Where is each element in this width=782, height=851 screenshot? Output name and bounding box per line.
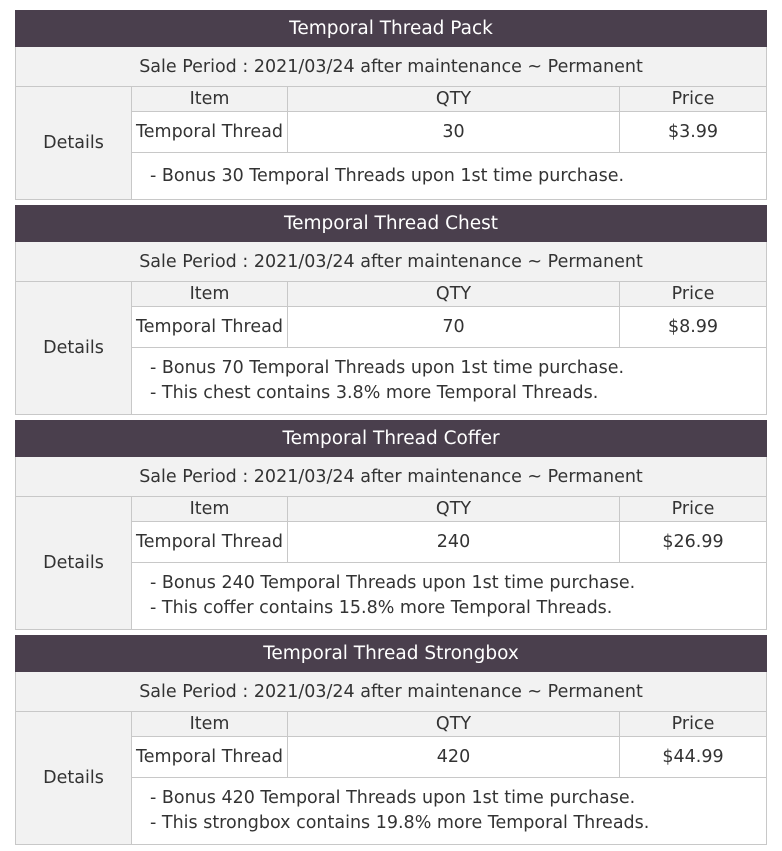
pack-notes	[132, 153, 767, 200]
item-header: Item	[132, 87, 288, 112]
pack-notes	[132, 563, 767, 630]
pack-notes	[132, 348, 767, 415]
qty-header: QTY	[288, 497, 620, 522]
sale-period: Sale Period : 2021/03/24 after maintenance ~ Permanent	[16, 242, 767, 282]
price-value: $26.99	[620, 522, 767, 563]
qty-header: QTY	[288, 712, 620, 737]
price-header: Price	[620, 497, 767, 522]
bonus-note: - Bonus 240 Temporal Threads upon 1st time purchase.	[150, 573, 636, 593]
pack-table-pack	[15, 10, 766, 200]
qty-value: 240	[288, 522, 620, 563]
bonus-note: - Bonus 420 Temporal Threads upon 1st time purchase.	[150, 788, 636, 808]
extra-note: - This strongbox contains 19.8% more Temporal Threads.	[150, 813, 650, 833]
qty-header: QTY	[288, 282, 620, 307]
item-name: Temporal Thread	[132, 112, 288, 153]
qty-header: QTY	[288, 87, 620, 112]
pack-table-coffer	[15, 420, 766, 630]
item-header: Item	[132, 712, 288, 737]
item-header: Item	[132, 282, 288, 307]
price-header: Price	[620, 712, 767, 737]
bonus-note: - Bonus 70 Temporal Threads upon 1st time purchase.	[150, 358, 625, 378]
details-label: Details	[16, 712, 132, 845]
price-header: Price	[620, 87, 767, 112]
pack-table-strongbox	[15, 635, 766, 845]
pack-notes	[132, 778, 767, 845]
qty-value: 70	[288, 307, 620, 348]
pack-table-chest	[15, 205, 766, 415]
sale-period: Sale Period : 2021/03/24 after maintenance ~ Permanent	[16, 457, 767, 497]
item-header: Item	[132, 497, 288, 522]
item-name: Temporal Thread	[132, 522, 288, 563]
details-label: Details	[16, 87, 132, 200]
price-value: $8.99	[620, 307, 767, 348]
extra-note: - This coffer contains 15.8% more Temporal Threads.	[150, 598, 613, 618]
extra-note: - This chest contains 3.8% more Temporal Threads.	[150, 383, 599, 403]
item-name: Temporal Thread	[132, 307, 288, 348]
sale-period: Sale Period : 2021/03/24 after maintenance ~ Permanent	[16, 47, 767, 87]
qty-value: 420	[288, 737, 620, 778]
pack-title: Temporal Thread Pack	[16, 11, 767, 47]
bonus-note: - Bonus 30 Temporal Threads upon 1st time purchase.	[150, 165, 625, 186]
qty-value: 30	[288, 112, 620, 153]
price-value: $3.99	[620, 112, 767, 153]
pack-title: Temporal Thread Strongbox	[16, 636, 767, 672]
price-value: $44.99	[620, 737, 767, 778]
pack-title: Temporal Thread Chest	[16, 206, 767, 242]
pack-title: Temporal Thread Coffer	[16, 421, 767, 457]
details-label: Details	[16, 282, 132, 415]
item-name: Temporal Thread	[132, 737, 288, 778]
price-header: Price	[620, 282, 767, 307]
details-label: Details	[16, 497, 132, 630]
sale-period: Sale Period : 2021/03/24 after maintenance ~ Permanent	[16, 672, 767, 712]
